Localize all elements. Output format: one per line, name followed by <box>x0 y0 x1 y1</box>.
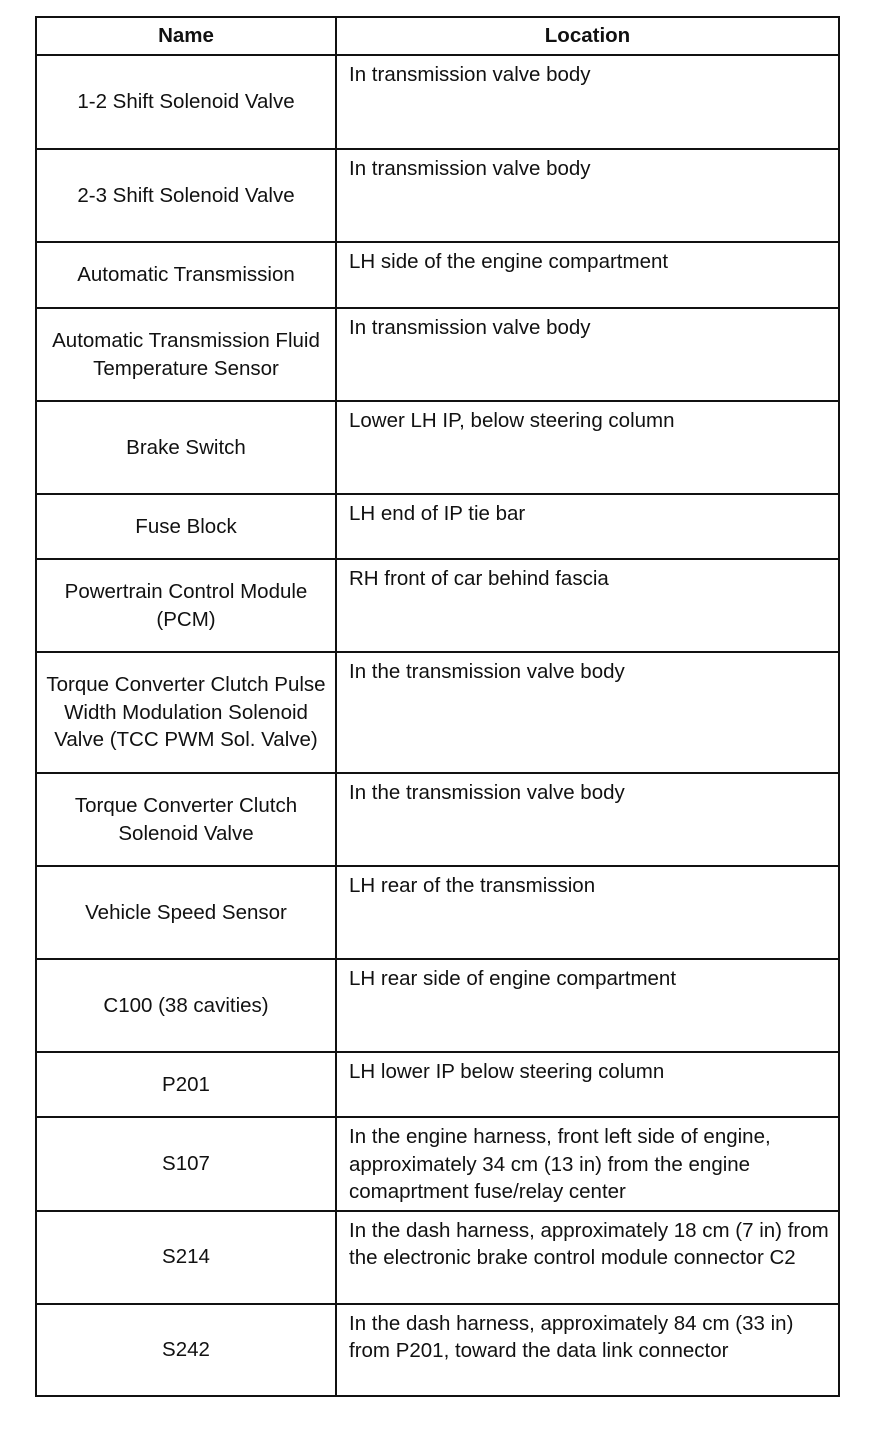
table-row <box>36 242 839 308</box>
table-row <box>36 866 839 959</box>
table-row <box>36 494 839 559</box>
table-row <box>36 401 839 494</box>
component-name: C100 (38 cavities) <box>36 959 336 1052</box>
component-location-table <box>35 16 840 1397</box>
component-name: Vehicle Speed Sensor <box>36 866 336 959</box>
component-location: In transmission valve body <box>336 149 839 242</box>
component-location-table-container <box>35 16 840 1397</box>
table-row <box>36 559 839 652</box>
table-row <box>36 149 839 242</box>
component-location: LH rear of the transmission <box>336 866 839 959</box>
table-row <box>36 1052 839 1117</box>
header-row <box>36 17 839 55</box>
component-location: In transmission valve body <box>336 308 839 401</box>
component-location: LH lower IP below steering column <box>336 1052 839 1117</box>
component-name: 2-3 Shift Solenoid Valve <box>36 149 336 242</box>
component-name: Powertrain Control Module (PCM) <box>36 559 336 652</box>
component-name: 1-2 Shift Solenoid Valve <box>36 55 336 149</box>
column-header-location: Location <box>336 17 839 55</box>
table-row <box>36 1304 839 1396</box>
component-location: In the dash harness, approximately 84 cm (33 in) from P201, toward the data link connector <box>336 1304 839 1396</box>
table-row <box>36 308 839 401</box>
component-name: Torque Converter Clutch Pulse Width Modulation Solenoid Valve (TCC PWM Sol. Valve) <box>36 652 336 773</box>
table-row <box>36 1117 839 1211</box>
component-location: Lower LH IP, below steering column <box>336 401 839 494</box>
component-location: In the transmission valve body <box>336 773 839 866</box>
component-name: Brake Switch <box>36 401 336 494</box>
table-row <box>36 1211 839 1304</box>
component-name: Automatic Transmission <box>36 242 336 308</box>
component-name: S107 <box>36 1117 336 1211</box>
component-location: LH side of the engine compartment <box>336 242 839 308</box>
component-location: In transmission valve body <box>336 55 839 149</box>
table-row <box>36 55 839 149</box>
column-header-name: Name <box>36 17 336 55</box>
component-location: LH end of IP tie bar <box>336 494 839 559</box>
component-name: Fuse Block <box>36 494 336 559</box>
table-row <box>36 652 839 773</box>
component-name: Torque Converter Clutch Solenoid Valve <box>36 773 336 866</box>
component-location: RH front of car behind fascia <box>336 559 839 652</box>
component-location: In the engine harness, front left side of engine, approximately 34 cm (13 in) from the engine comaprtment fuse/relay center <box>336 1117 839 1211</box>
table-row <box>36 959 839 1052</box>
component-location: In the transmission valve body <box>336 652 839 773</box>
component-name: Automatic Transmission Fluid Temperature Sensor <box>36 308 336 401</box>
component-location: LH rear side of engine compartment <box>336 959 839 1052</box>
table-row <box>36 773 839 866</box>
component-name: S242 <box>36 1304 336 1396</box>
component-location: In the dash harness, approximately 18 cm (7 in) from the electronic brake control module connector C2 <box>336 1211 839 1304</box>
component-name: P201 <box>36 1052 336 1117</box>
component-name: S214 <box>36 1211 336 1304</box>
